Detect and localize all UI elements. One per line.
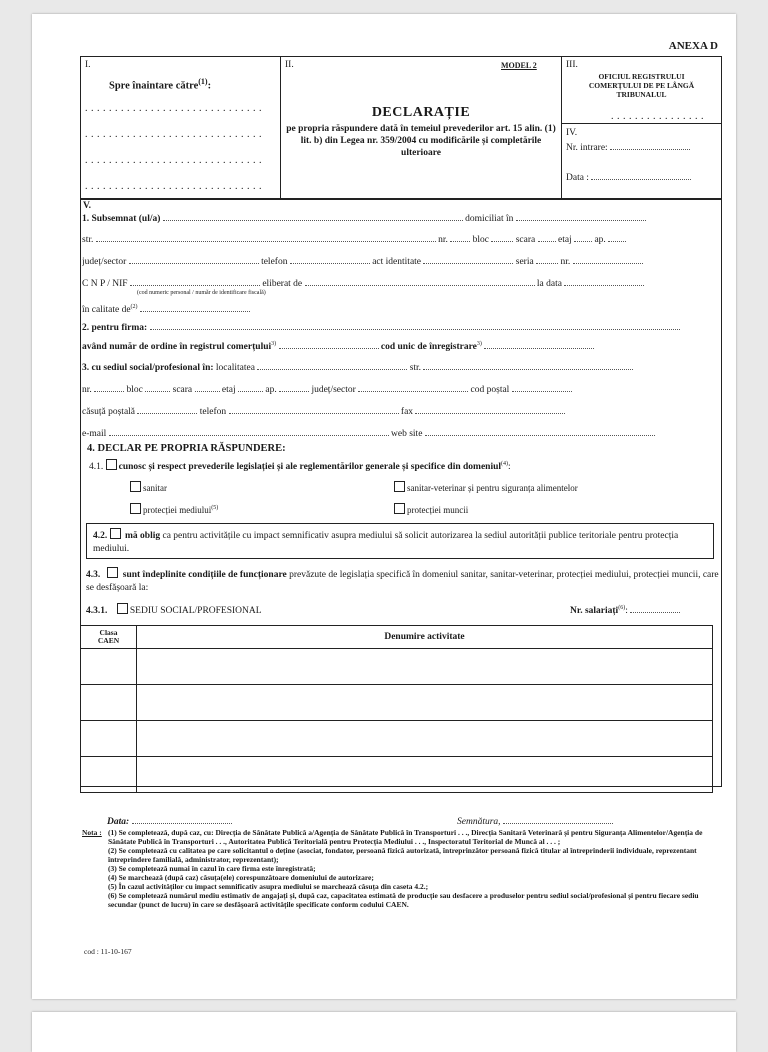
form-code: cod : 11-10-167 [84, 947, 132, 956]
clause-4-2-box [86, 523, 714, 559]
header-box [80, 56, 722, 200]
recipient-line-3[interactable]: . . . . . . . . . . . . . . . . . . . . . . . . . . . . . . [85, 155, 262, 166]
caen-code-header: Clasa CAEN [81, 626, 137, 649]
tribunal-field[interactable]: . . . . . . . . . . . . . . . . [611, 111, 704, 122]
section-v-number: V. [83, 201, 92, 211]
sanitar-veterinar-checkbox[interactable] [394, 481, 405, 492]
registry-number-row[interactable]: având număr de ordine în registrul comerțului$^{3)}$ cod unic de înregistrare$^{3)}$ [82, 339, 706, 352]
address-row[interactable]: str. nr. bloc scara etaj ap. [82, 232, 706, 245]
note-item: (6) Se completează numărul mediu estimativ de angajați și, după caz, capacitatea estimată de producție sau desfacere a produselor pentru sediul social/profesional și pentru fiecare sediu secundar (punct de lucru) în care se desfășoară activitățile specificate conform codului CAEN. [108, 891, 699, 909]
activity-name-cell[interactable] [137, 685, 713, 721]
applicant-name-row[interactable]: 1. Subsemnat (ul/a) domiciliat în [82, 211, 706, 224]
clause-4-2: 4.2. mă oblig ca pentru activitățile cu impact semnificativ asupra mediului să solicit autorizarea la sediul autorității publice teritoriale pentru protecția mediului. [93, 528, 703, 556]
forward-to-label: Spre înaintare către$^{(1)}$: [109, 77, 212, 92]
caen-code-cell[interactable] [81, 757, 137, 793]
entry-number-field[interactable]: Nr. intrare: [566, 140, 690, 154]
caen-code-cell[interactable] [81, 721, 137, 757]
option-environment[interactable]: protecției mediului$^{(5)}$ [130, 503, 218, 515]
table-row [81, 757, 713, 793]
clause-4-1-checkbox[interactable] [106, 459, 117, 470]
table-row [81, 721, 713, 757]
recipient-line-2[interactable]: . . . . . . . . . . . . . . . . . . . . . . . . . . . . . . [85, 129, 262, 140]
caen-code-cell[interactable] [81, 649, 137, 685]
activity-name-cell[interactable] [137, 649, 713, 685]
note-item: (4) Se marchează (după caz) căsuța(ele) corespunzătoare domeniului de autorizare; [108, 873, 374, 882]
entry-date-field[interactable]: Data : [566, 170, 691, 184]
office-address-row[interactable]: nr. bloc scara etaj ap. județ/sector cod poștal [82, 382, 706, 395]
annex-label: ANEXA D [668, 40, 718, 52]
registered-office-checkbox[interactable] [117, 603, 128, 614]
caen-activity-table [80, 625, 713, 793]
recipient-line-4[interactable]: . . . . . . . . . . . . . . . . . . . . . . . . . . . . . . [85, 181, 262, 192]
option-labor[interactable]: protecției muncii [394, 503, 468, 515]
clause-4-1: 4.1. cunosc și respect prevederile legislației și ale reglementărilor generale și specifice din domeniul$^{(4)}$: [89, 460, 511, 472]
activity-name-header: Denumire activitate [137, 626, 713, 649]
cnp-row[interactable]: C N P / NIF eliberat de la data [82, 276, 706, 289]
activity-name-cell[interactable] [137, 721, 713, 757]
form-page [32, 14, 736, 999]
registered-office-row[interactable]: 3. cu sediul social/profesional în: localitatea str. [82, 360, 706, 373]
county-phone-id-row[interactable]: județ/sector telefon act identitate seria nr. [82, 254, 706, 267]
employees-field[interactable]: Nr. salariați$^{(6)}$: [570, 603, 680, 616]
section-ii-number: II. [285, 60, 294, 70]
note-item: (1) Se completează, după caz, cu: Direcția de Sănătate Publică a/Agenția de Sănătate Publică în Transporturi . . ., Direcția Sanitară Veterinară și pentru Siguranța Alimentelor/Agenția de Sănătate Publică în Transporturi . . ., Autoritatea Publică Teritorială pentru Protecția Mediului . . ., Inspectoratul Teritorial de Muncă al . . . ; [108, 828, 703, 846]
recipient-line-1[interactable]: . . . . . . . . . . . . . . . . . . . . . . . . . . . . . . [85, 103, 262, 114]
activity-name-cell[interactable] [137, 757, 713, 793]
next-page-edge [32, 1012, 736, 1052]
registry-office-label: OFICIUL REGISTRULUI COMERȚULUI DE PE LÂNGĂ TRIBUNALUL [588, 72, 695, 99]
contact-row[interactable]: căsuță poștală telefon fax [82, 404, 706, 417]
date-field[interactable]: Data: [107, 814, 232, 827]
email-web-row[interactable]: e-mail web site [82, 426, 706, 439]
option-sanitar-veterinar[interactable]: sanitar-veterinar și pentru siguranța alimentelor [394, 481, 578, 493]
clause-4-3-1: 4.3.1. SEDIU SOCIAL/PROFESIONAL [86, 603, 262, 616]
document-title: DECLARAȚIE [371, 105, 471, 120]
document-subtitle: pe propria răspundere dată în temeiul prevederilor art. 15 alin. (1) lit. b) din Legea nr. 359/2004 cu modificările și completările ulterioare [286, 124, 556, 158]
notes-list [108, 828, 720, 909]
sanitar-checkbox[interactable] [130, 481, 141, 492]
caen-code-cell[interactable] [81, 685, 137, 721]
table-row [81, 685, 713, 721]
clause-4-3-checkbox[interactable] [107, 567, 118, 578]
table-row [81, 649, 713, 685]
notes-label: Nota : [82, 828, 102, 837]
section-i-number: I. [85, 60, 91, 70]
company-row[interactable]: 2. pentru firma: [82, 320, 706, 333]
signature-field[interactable]: Semnătura, [457, 814, 613, 827]
capacity-row[interactable]: în calitate $de^{(2)}$ [82, 302, 706, 315]
note-item: (2) Se completează cu calitatea pe care solicitantul o deține (asociat, fondator, persoană fizică autorizată, întreprinzător persoană fizică titular al întreprinderii individuale, reprezentant întreprindere familială, administrator, reprezentant); [108, 846, 697, 864]
environment-checkbox[interactable] [130, 503, 141, 514]
clause-4-2-checkbox[interactable] [110, 528, 121, 539]
clause-4-3: 4.3. sunt îndeplinite condițiile de funcționare prevăzute de legislația specifică în domeniul sanitar, sanitar-veterinar, protecției mediului, protecției muncii, care se desfășoară la: [86, 567, 720, 595]
note-item: (3) Se completează numai în cazul în care firma este înregistrată; [108, 864, 316, 873]
model-label: MODEL 2 [501, 61, 537, 70]
labor-checkbox[interactable] [394, 503, 405, 514]
option-sanitar[interactable]: sanitar [130, 481, 167, 493]
cnp-note: (cod numeric personal / număr de identificare fiscală) [137, 290, 266, 296]
declaration-heading: 4. DECLAR PE PROPRIA RĂSPUNDERE: [87, 443, 286, 454]
section-iii-number: III. [566, 60, 578, 70]
note-item: (5) În cazul activităților cu impact semnificativ asupra mediului se marchează căsuța din caseta 4.2.; [108, 882, 429, 891]
section-iv-number: IV. [566, 128, 578, 138]
